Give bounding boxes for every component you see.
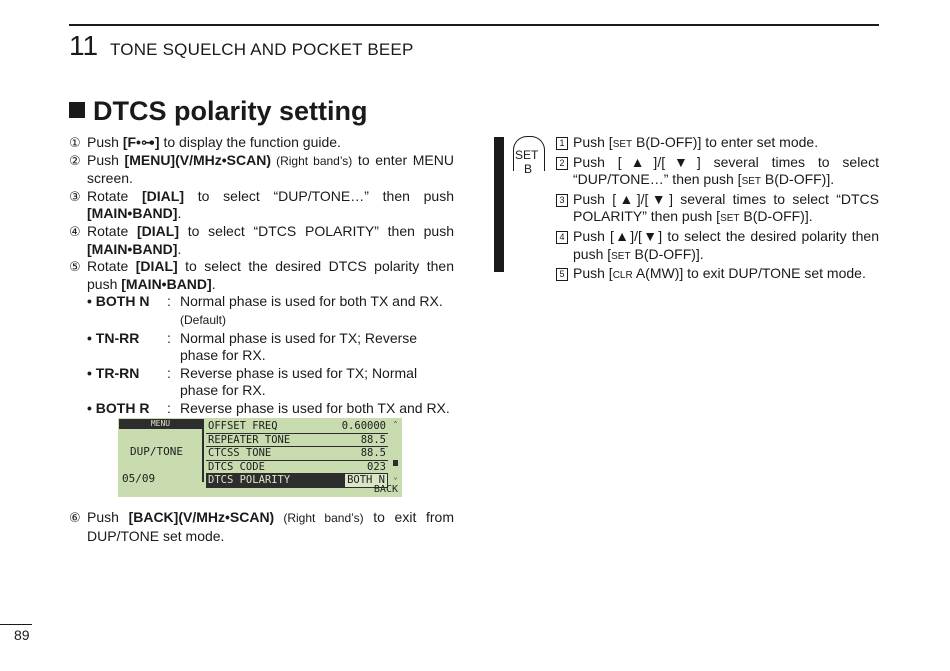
alt-step-3 [555,191,879,228]
step-text: B(D-OFF)]. [630,245,704,262]
scroll-down-icon: ⌄ [393,473,398,481]
step-4 [69,223,454,258]
set-key-label: SET [515,148,539,162]
step-text: . [177,240,182,257]
set-key-sublabel: B [524,162,533,176]
option-key: • TN-RR [87,330,167,365]
lcd-row-value: 0.60000 [341,420,386,432]
key-label: SET [720,213,740,225]
page-number: 89 [14,627,30,643]
option-colon: : [167,364,171,381]
step-text: to enter MENU screen. [87,151,454,187]
step-text: B(D-OFF)]. [761,171,835,188]
alt-step-number: 1 [556,137,568,150]
lcd-row-value: 88.5 [360,447,386,460]
lcd-divider [202,419,204,482]
step-text: B(D-OFF)] to enter set mode. [632,134,819,150]
step-1 [69,134,454,152]
default-note: (Default) [180,312,227,327]
lcd-menu-label: MENU [119,419,202,429]
step-text: A(MW)] to exit DUP/TONE set mode. [632,265,866,282]
square-bullet-icon [69,102,85,118]
step-text: Push [▲]/[▼] several times to select “DUP/TONE…” then push [ [573,153,879,188]
lcd-page-indicator: 05/09 [122,472,156,485]
band-note: (Right band’s) [274,511,364,525]
option-desc-text: Normal phase is used for both TX and RX. [180,293,443,310]
step-text: Push [▲]/[▼] several times to select “DTCS POLARITY” then push [ [573,190,879,225]
step-number: ④ [69,223,81,239]
step-text: to select the desired DTCS polarity then push [87,258,454,292]
alt-step-4 [555,228,879,265]
step-number: ② [69,152,81,168]
alt-step-1 [555,134,879,154]
option-both-n [87,293,454,329]
polarity-options [87,293,454,417]
dial-key: [DIAL] [135,258,178,275]
option-desc: Normal phase is used for TX; Reverse phase for RX. [180,329,418,364]
key-label: CLR [612,270,633,282]
function-key: [F•⊶] [122,134,160,150]
step-text: Push [87,151,125,168]
right-instructions [555,134,879,285]
lcd-row-label: DTCS POLARITY [208,474,291,487]
step-text: Push [87,509,129,525]
lcd-row [206,447,388,461]
step-text: B(D-OFF)]. [739,208,813,225]
footer-rule [0,624,32,625]
option-desc [180,293,454,329]
option-desc: Reverse phase is used for TX; Normal phase for RX. [180,364,418,399]
lcd-row [206,434,388,448]
alt-step-5 [555,265,879,285]
section-title [69,95,368,127]
lcd-menu-list [206,420,388,488]
lcd-row-label: DTCS CODE [208,460,265,473]
alt-step-number: 5 [556,268,568,281]
option-colon: : [167,329,171,346]
step-text: Push [ [573,265,613,282]
step-text: . [177,205,182,222]
option-both-r [87,400,454,418]
step-text: Push [ [573,134,613,150]
key-label: SET [612,139,633,150]
lcd-row-label: CTCSS TONE [208,447,272,460]
alt-step-number: 3 [556,194,568,207]
lcd-screen [118,418,402,497]
step-text: to select “DTCS POLARITY” then push [179,222,454,239]
step-text: to exit from DUP/TONE set mode. [87,509,454,544]
chapter-title: TONE SQUELCH AND POCKET BEEP [110,40,414,59]
step-2 [69,152,454,188]
chapter-number: 11 [69,30,99,61]
main-band-key: [MAIN•BAND] [121,275,212,292]
dial-key: [DIAL] [137,222,179,239]
step-text: to select “DUP/TONE…” then push [184,187,454,204]
option-key: • TR-RN [87,365,167,400]
step-text: Push [▲]/[▼] to select the desired polarity then push [ [573,227,879,262]
option-tn-rr [87,330,454,365]
lcd-back-label: BACK [373,484,398,495]
option-desc: Reverse phase is used for both TX and RX. [180,399,450,416]
option-key: • BOTH N [87,293,167,329]
alt-step-number: 4 [556,231,568,244]
section-title-text: DTCS polarity setting [93,96,368,126]
lcd-row-value: 88.5 [360,433,386,446]
step-text: Rotate [87,187,142,204]
key-label: SET [611,250,631,262]
step-text: to display the function guide. [159,134,341,150]
alt-step-2 [555,154,879,191]
step-number: ③ [69,188,81,204]
option-colon: : [167,293,171,310]
lcd-row-value: BOTH N [347,474,385,487]
scroll-up-icon: ⌃ [393,420,398,428]
step-3 [69,188,454,223]
lcd-scrollbar [391,420,400,482]
scroll-thumb [393,460,398,466]
step-text: . [211,275,216,292]
step-text: Rotate [87,258,136,275]
set-key-icon [513,136,547,178]
step-6-body [69,509,454,545]
lcd-row-selected [206,474,388,488]
lcd-row-label: REPEATER TONE [208,433,291,446]
step-text: Rotate [87,222,137,239]
lcd-row-value: 023 [367,460,386,473]
band-note: (Right band’s) [271,153,353,168]
lcd-menu-name: DUP/TONE [130,445,183,458]
step-number: ⑤ [69,259,81,275]
option-tr-rn [87,365,454,400]
step-number: ① [69,135,81,150]
side-bar-marker [494,137,504,272]
menu-key: [MENU](V/MHz•SCAN) [124,151,271,168]
step-6 [69,509,454,545]
main-band-key: [MAIN•BAND] [87,240,178,257]
lcd-row [206,420,388,434]
dial-key: [DIAL] [142,187,184,204]
lcd-row-label: OFFSET FREQ [208,420,278,432]
option-key: • BOTH R [87,400,167,418]
step-5 [69,258,454,293]
left-instructions [69,134,454,418]
lcd-row [206,461,388,475]
header-rule [69,24,879,26]
back-key: [BACK](V/MHz•SCAN) [128,509,275,525]
key-label: SET [741,176,762,188]
main-band-key: [MAIN•BAND] [87,205,178,222]
step-number: ⑥ [69,510,81,525]
alt-step-number: 2 [556,157,568,170]
step-text: Push [87,134,123,150]
option-colon: : [167,399,171,416]
